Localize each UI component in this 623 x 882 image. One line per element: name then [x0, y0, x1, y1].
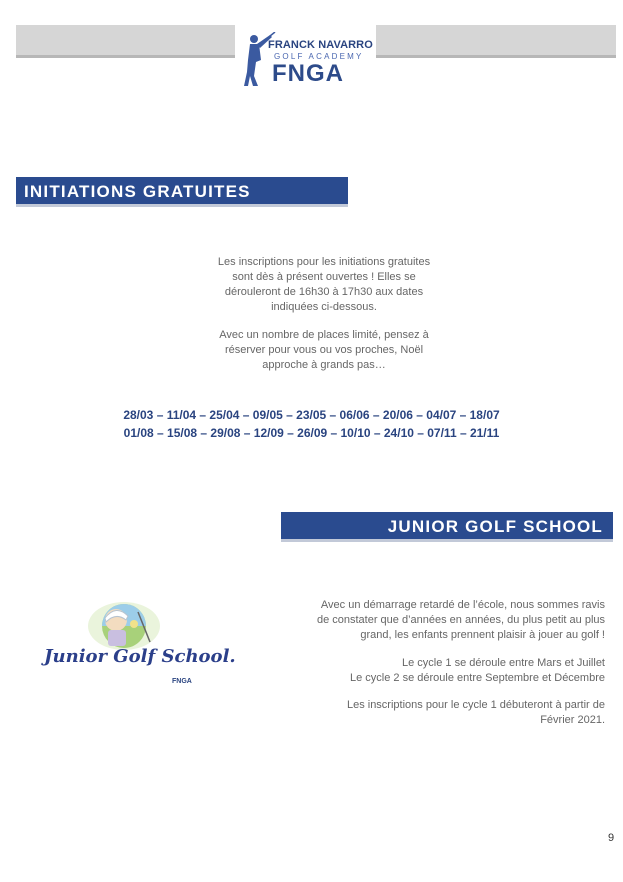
text-line: indiquées ci-dessous.: [271, 301, 377, 313]
section-title-junior: JUNIOR GOLF SCHOOL: [281, 512, 613, 542]
junior-logo-fnga: FNGA: [172, 678, 192, 685]
text-line: Avec un démarrage retardé de l’école, nous sommes ravis: [320, 599, 605, 611]
text-line: Les inscriptions pour les initiations gratuites: [217, 256, 431, 268]
junior-cycles-paragraph: [225, 656, 605, 686]
section-title-initiations: INITIATIONS GRATUITES: [16, 177, 348, 207]
junior-registration-paragraph: [225, 698, 605, 728]
junior-intro-paragraph: [225, 598, 605, 643]
text-line: Les inscriptions pour le cycle 1 débuteront à partir de: [346, 699, 605, 711]
text-line: dérouleront de 16h30 à 17h30 aux dates: [224, 286, 424, 298]
text-line: de constater que d’années en années, du plus petit au plus: [316, 614, 605, 626]
brand-acronym: FNGA: [272, 60, 344, 87]
brand-subtitle: GOLF ACADEMY: [274, 52, 364, 61]
text-line: approche à grands pas…: [262, 359, 386, 371]
text-line: Le cycle 2 se déroule entre Septembre et Décembre: [350, 672, 605, 684]
junior-logo-text: Junior Golf School.: [44, 646, 236, 667]
text-line: Avec un nombre de places limité, pensez à: [219, 329, 429, 341]
page-number: 9: [608, 832, 615, 844]
brand-name: FRANCK NAVARRO: [268, 39, 373, 51]
fnga-logo: [238, 30, 374, 90]
text-line: grand, les enfants prennent plaisir à jouer au golf !: [360, 629, 605, 641]
dates-line-2: 01/08 – 15/08 – 29/08 – 12/09 – 26/09 – 10/10 – 24/10 – 07/11 – 21/11: [123, 426, 500, 440]
text-line: Février 2021.: [540, 714, 605, 726]
initiations-reminder-paragraph: [163, 328, 485, 373]
header-bar-right: [376, 25, 616, 58]
text-line: sont dès à présent ouvertes ! Elles se: [232, 271, 416, 283]
text-line: réserver pour vous ou vos proches, Noël: [224, 344, 424, 356]
junior-golf-school-logo: [38, 598, 236, 694]
header-bar-left: [16, 25, 235, 58]
initiations-intro-paragraph: [163, 255, 485, 315]
dates-line-1: 28/03 – 11/04 – 25/04 – 09/05 – 23/05 – 06/06 – 20/06 – 04/07 – 18/07: [123, 408, 500, 422]
text-line: Le cycle 1 se déroule entre Mars et Juillet: [402, 657, 605, 669]
